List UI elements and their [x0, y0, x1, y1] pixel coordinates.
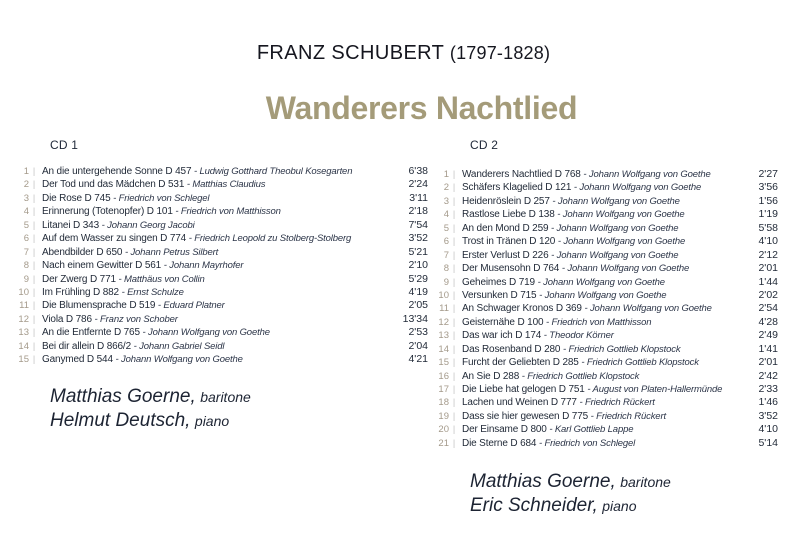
composer-dates: (1797-1828) — [449, 43, 551, 63]
track-title-block — [459, 411, 754, 422]
track-duration: 2'05 — [408, 299, 428, 312]
track-author: - Ludwig Gotthard Theobul Kosegarten — [194, 166, 353, 177]
track-title-block — [459, 250, 754, 261]
track-title-block — [459, 424, 754, 435]
track-title-block — [459, 317, 754, 328]
performer-line — [50, 385, 251, 409]
track-duration: 5'14 — [758, 436, 778, 449]
track-number: 10 — [18, 286, 29, 298]
track-duration: 13'34 — [402, 312, 428, 325]
track-author: - Johann Gabriel Seidl — [133, 340, 225, 352]
track-title: Litanei D 343 — [42, 219, 99, 231]
track-number: 17 — [438, 384, 449, 395]
track-duration: 5'58 — [758, 221, 778, 234]
track-title: An die Entfernte D 765 — [42, 327, 140, 339]
track-number-separator: | — [452, 169, 456, 179]
track-row — [436, 235, 778, 248]
performer-name: Helmut Deutsch, — [50, 410, 191, 431]
cd2-performers — [470, 470, 671, 518]
track-duration: 1'46 — [758, 396, 778, 409]
track-title: Furcht der Geliebten D 285 — [462, 357, 579, 369]
track-title: Im Frühling D 882 — [42, 286, 119, 298]
track-row — [436, 383, 778, 396]
track-number: 19 — [438, 410, 449, 422]
track-row — [436, 208, 778, 221]
track-title: Versunken D 715 — [462, 289, 537, 301]
track-title: Die Sterne D 684 — [462, 437, 537, 449]
track-duration: 3'56 — [758, 181, 778, 194]
track-row — [436, 181, 778, 194]
track-duration: 2'18 — [408, 205, 428, 218]
track-author: - Johann Wolfgang von Goethe — [142, 327, 270, 339]
track-number-separator: | — [452, 182, 456, 193]
track-title: An die untergehende Sonne D 457 — [42, 166, 192, 177]
track-title-block — [39, 287, 404, 298]
track-duration: 2'33 — [758, 383, 778, 395]
track-title: An Schwager Kronos D 369 — [462, 303, 582, 315]
track-author: - Johann Wolfgang von Goethe — [537, 276, 665, 288]
track-number-separator: | — [32, 246, 36, 257]
track-number: 20 — [438, 424, 449, 436]
track-title: Trost in Tränen D 120 — [462, 236, 556, 248]
track-row — [16, 273, 428, 286]
track-duration: 5'21 — [408, 245, 428, 258]
track-duration: 1'56 — [758, 194, 778, 207]
track-title-block — [459, 209, 754, 220]
track-title: Geheimes D 719 — [462, 276, 535, 288]
track-author: - Johann Wolfgang von Goethe — [551, 222, 679, 234]
track-number: 13 — [438, 330, 449, 342]
track-title: Bei dir allein D 866/2 — [42, 340, 131, 352]
track-author: - Matthäus von Collin — [118, 273, 205, 285]
track-number: 4 — [23, 206, 29, 218]
track-title: Nach einem Gewitter D 561 — [42, 260, 162, 272]
track-author: - Johann Petrus Silbert — [124, 246, 219, 258]
track-number: 16 — [438, 370, 449, 382]
track-title: Heidenröslein D 257 — [462, 195, 550, 207]
track-number: 9 — [443, 276, 449, 288]
track-number-separator: | — [452, 316, 456, 327]
track-number: 18 — [438, 397, 449, 409]
track-duration: 2'27 — [758, 168, 778, 180]
track-title: Wanderers Nachtlied D 768 — [462, 169, 581, 180]
track-author: - Theodor Körner — [543, 330, 614, 342]
track-number-separator: | — [452, 222, 456, 233]
track-row — [16, 340, 428, 353]
track-author: - Johann Wolfgang von Goethe — [115, 354, 243, 366]
track-duration: 2'24 — [408, 178, 428, 191]
track-duration: 2'42 — [758, 369, 778, 382]
track-title-block — [39, 274, 404, 285]
track-title: Geisternähe D 100 — [462, 316, 544, 328]
track-title: Lachen und Weinen D 777 — [462, 397, 577, 409]
track-author: - Friedrich Gottlieb Klopstock — [581, 357, 699, 369]
track-title: An Sie D 288 — [462, 370, 520, 382]
track-title-block — [39, 166, 404, 177]
track-title: Schäfers Klagelied D 121 — [462, 182, 572, 194]
track-number: 2 — [23, 179, 29, 191]
track-number: 3 — [23, 192, 29, 204]
track-number: 12 — [18, 313, 29, 325]
track-author: - Eduard Platner — [157, 300, 225, 312]
track-row — [436, 410, 778, 423]
track-number-separator: | — [452, 263, 456, 274]
cd1-column — [16, 139, 428, 367]
track-duration: 7'54 — [408, 218, 428, 231]
track-number-separator: | — [32, 300, 36, 311]
cd1-performers — [50, 385, 251, 433]
track-author: - Johann Wolfgang von Goethe — [583, 169, 711, 180]
composer-name: FRANZ SCHUBERT — [256, 42, 444, 64]
track-row — [436, 249, 778, 262]
track-number-separator: | — [32, 273, 36, 284]
cd1-label: CD 1 — [50, 138, 79, 152]
cd2-tracklist — [436, 168, 778, 450]
track-row — [16, 299, 428, 312]
track-number-separator: | — [452, 410, 456, 421]
track-title-block — [39, 179, 404, 190]
track-title: Der Einsame D 800 — [462, 424, 547, 436]
album-header — [0, 42, 807, 127]
track-number-separator: | — [32, 219, 36, 230]
track-duration: 4'21 — [408, 353, 428, 366]
track-title: Ganymed D 544 — [42, 354, 113, 366]
track-number-separator: | — [452, 437, 456, 448]
track-title: Die Liebe hat gelogen D 751 — [462, 384, 585, 395]
track-author: - Friedrich von Matthisson — [546, 316, 652, 328]
track-title: Erster Verlust D 226 — [462, 249, 549, 261]
performer-line — [470, 494, 671, 518]
track-duration: 2'53 — [408, 326, 428, 339]
track-author: - Karl Gottlieb Lappe — [549, 424, 634, 436]
track-title: Die Rose D 745 — [42, 192, 111, 204]
track-title-block — [459, 344, 754, 355]
track-author: - Matthias Claudius — [186, 179, 266, 191]
track-row — [436, 195, 778, 208]
track-author: - Johann Wolfgang von Goethe — [584, 303, 712, 315]
track-author: - Johann Wolfgang von Goethe — [561, 263, 690, 275]
track-row — [436, 396, 778, 409]
track-row — [16, 219, 428, 232]
track-row — [16, 353, 428, 366]
track-row — [16, 313, 428, 326]
track-number-separator: | — [32, 340, 36, 351]
track-duration: 5'29 — [408, 272, 428, 285]
track-row — [16, 192, 428, 205]
track-duration: 2'54 — [758, 302, 778, 315]
track-author: - Friedrich von Schlegel — [538, 437, 636, 449]
track-title-block — [39, 300, 404, 311]
track-title-block — [39, 233, 404, 244]
track-row — [16, 178, 428, 191]
track-title-block — [459, 303, 754, 314]
track-number-separator: | — [452, 370, 456, 381]
track-number: 3 — [443, 195, 449, 207]
track-title: Die Blumensprache D 519 — [42, 300, 156, 312]
track-title-block — [459, 196, 754, 207]
track-row — [436, 316, 778, 329]
track-duration: 2'01 — [758, 356, 778, 369]
track-number-separator: | — [32, 206, 36, 217]
track-title-block — [459, 397, 754, 408]
performer-name: Eric Schneider, — [470, 495, 598, 516]
track-number-separator: | — [452, 276, 456, 287]
track-title-block — [39, 327, 404, 338]
track-number: 21 — [438, 437, 449, 449]
track-row — [16, 232, 428, 245]
track-row — [436, 423, 778, 436]
track-row — [16, 205, 428, 218]
composer-line — [0, 42, 807, 65]
track-number-separator: | — [452, 330, 456, 341]
track-row — [436, 437, 778, 450]
track-number: 14 — [18, 340, 29, 352]
track-author: - Friedrich Leopold zu Stolberg-Stolberg — [188, 233, 352, 245]
track-number-separator: | — [32, 286, 36, 297]
track-title: Das war ich D 174 — [462, 330, 542, 342]
track-duration: 2'12 — [758, 248, 778, 261]
track-duration: 4'10 — [758, 423, 778, 436]
track-title-block — [459, 384, 754, 395]
track-title-block — [459, 223, 754, 234]
track-number-separator: | — [452, 384, 456, 394]
track-duration: 1'19 — [758, 208, 778, 221]
performer-role: piano — [194, 413, 230, 429]
track-number-separator: | — [32, 233, 36, 244]
track-author: - August von Platen-Hallermünde — [587, 384, 723, 395]
track-row — [436, 222, 778, 235]
track-number: 6 — [23, 233, 29, 245]
track-row — [436, 356, 778, 369]
track-number-separator: | — [452, 289, 456, 300]
track-duration: 4'10 — [758, 235, 778, 248]
cd1-tracklist — [16, 165, 428, 367]
track-author: - Ernst Schulze — [121, 286, 184, 298]
track-duration: 3'52 — [408, 232, 428, 245]
track-duration: 2'49 — [758, 329, 778, 342]
track-row — [16, 165, 428, 178]
track-duration: 2'01 — [758, 262, 778, 275]
performer-line — [50, 409, 251, 433]
track-number: 1 — [23, 166, 29, 177]
performer-role: piano — [602, 498, 637, 514]
track-title-block — [459, 290, 754, 301]
track-author: - Franz von Schober — [94, 313, 178, 325]
track-author: - Friedrich Gottlieb Klopstock — [521, 370, 640, 382]
track-row — [436, 302, 778, 315]
track-title-block — [459, 330, 754, 341]
track-title-block — [39, 220, 404, 231]
track-title: Der Zwerg D 771 — [42, 273, 116, 285]
track-author: - Johann Wolfgang von Goethe — [557, 236, 686, 248]
track-number: 9 — [23, 273, 29, 285]
track-author: - Johann Wolfgang von Goethe — [552, 195, 680, 207]
track-title: Auf dem Wasser zu singen D 774 — [42, 233, 187, 245]
track-duration: 1'41 — [758, 342, 778, 355]
performer-name: Matthias Goerne, — [50, 386, 196, 407]
track-row — [436, 168, 778, 181]
track-duration: 4'19 — [408, 285, 428, 298]
track-row — [436, 343, 778, 356]
track-title-block — [39, 354, 404, 365]
track-duration: 4'28 — [758, 315, 778, 328]
track-title-block — [459, 277, 754, 288]
track-author: - Johann Mayrhofer — [163, 260, 244, 272]
track-row — [16, 326, 428, 339]
cd2-column — [436, 139, 778, 450]
track-author: - Johann Georg Jacobi — [101, 219, 195, 231]
track-title-block — [39, 314, 399, 325]
track-title-block — [459, 438, 754, 449]
track-author: - Friedrich Rückert — [590, 410, 666, 422]
track-row — [436, 329, 778, 342]
track-author: - Johann Wolfgang von Goethe — [557, 209, 685, 221]
track-number-separator: | — [32, 354, 36, 365]
track-title-block — [39, 193, 405, 204]
track-author: - Friedrich von Matthisson — [175, 206, 281, 218]
track-row — [436, 276, 778, 289]
track-row — [16, 259, 428, 272]
track-title-block — [459, 236, 754, 247]
track-duration: 6'38 — [408, 165, 428, 177]
track-duration: 1'44 — [758, 275, 778, 288]
performer-line — [470, 470, 671, 494]
track-title-block — [459, 182, 754, 193]
performer-role: baritone — [620, 474, 671, 490]
track-title-block — [459, 371, 754, 382]
track-number: 6 — [443, 236, 449, 248]
track-title: Der Musensohn D 764 — [462, 263, 560, 275]
track-duration: 2'10 — [408, 259, 428, 272]
track-number-separator: | — [452, 397, 456, 408]
track-number: 7 — [443, 249, 449, 261]
track-duration: 3'11 — [409, 191, 428, 204]
track-number-separator: | — [32, 327, 36, 338]
track-number: 12 — [438, 316, 449, 328]
track-title: An den Mond D 259 — [462, 222, 549, 234]
track-duration: 2'02 — [758, 288, 778, 301]
track-title: Erinnerung (Totenopfer) D 101 — [42, 206, 173, 218]
track-row — [436, 370, 778, 383]
track-row — [16, 286, 428, 299]
track-number-separator: | — [452, 303, 456, 314]
track-number-separator: | — [452, 236, 456, 247]
track-number: 7 — [23, 246, 29, 258]
track-row — [16, 246, 428, 259]
track-number: 1 — [443, 169, 449, 180]
album-title: Wanderers Nachtlied — [265, 90, 578, 126]
track-number-separator: | — [452, 343, 456, 354]
track-row — [436, 262, 778, 275]
track-number-separator: | — [452, 357, 456, 368]
track-title: Abendbilder D 650 — [42, 246, 123, 258]
track-author: - Johann Wolfgang von Goethe — [573, 182, 702, 194]
track-number: 5 — [23, 219, 29, 231]
track-author: - Friedrich von Schlegel — [113, 192, 210, 204]
track-number: 15 — [18, 354, 29, 366]
track-number-separator: | — [32, 166, 36, 176]
track-title: Dass sie hier gewesen D 775 — [462, 410, 589, 422]
track-number-separator: | — [452, 209, 456, 220]
track-title-block — [39, 260, 404, 271]
track-author: - Friedrich Gottlieb Klopstock — [562, 343, 681, 355]
track-author: - Friedrich Rückert — [579, 397, 655, 409]
track-number: 10 — [438, 289, 449, 301]
track-title-block — [459, 263, 754, 274]
track-number-separator: | — [452, 424, 456, 435]
performer-name: Matthias Goerne, — [470, 471, 616, 492]
track-title: Rastlose Liebe D 138 — [462, 209, 555, 221]
track-title-block — [39, 341, 404, 352]
track-title: Das Rosenband D 280 — [462, 343, 561, 355]
track-number-separator: | — [32, 179, 36, 190]
track-title: Viola D 786 — [42, 313, 92, 325]
track-number-separator: | — [32, 192, 36, 203]
track-number: 15 — [438, 357, 449, 369]
track-number: 2 — [443, 182, 449, 194]
track-title-block — [459, 357, 754, 368]
track-number: 5 — [443, 222, 449, 234]
track-row — [436, 289, 778, 302]
track-number: 8 — [443, 263, 449, 275]
track-number: 8 — [23, 260, 29, 272]
track-number: 14 — [438, 343, 449, 355]
track-duration: 2'04 — [408, 339, 428, 352]
track-title: Der Tod und das Mädchen D 531 — [42, 179, 185, 191]
track-number-separator: | — [32, 260, 36, 271]
performer-role: baritone — [200, 389, 251, 405]
track-title-block — [39, 247, 404, 258]
track-number: 13 — [18, 327, 29, 339]
track-author: - Johann Wolfgang von Goethe — [539, 289, 667, 301]
track-author: - Johann Wolfgang von Goethe — [551, 249, 679, 261]
track-title-block — [39, 206, 404, 217]
cd2-label: CD 2 — [470, 138, 499, 152]
track-duration: 3'52 — [758, 409, 778, 422]
track-number: 11 — [19, 300, 29, 312]
track-number-separator: | — [452, 249, 456, 260]
track-number: 4 — [443, 209, 449, 221]
track-number: 11 — [439, 303, 449, 315]
track-title-block — [459, 169, 754, 180]
track-number-separator: | — [452, 195, 456, 206]
track-number-separator: | — [32, 313, 36, 324]
